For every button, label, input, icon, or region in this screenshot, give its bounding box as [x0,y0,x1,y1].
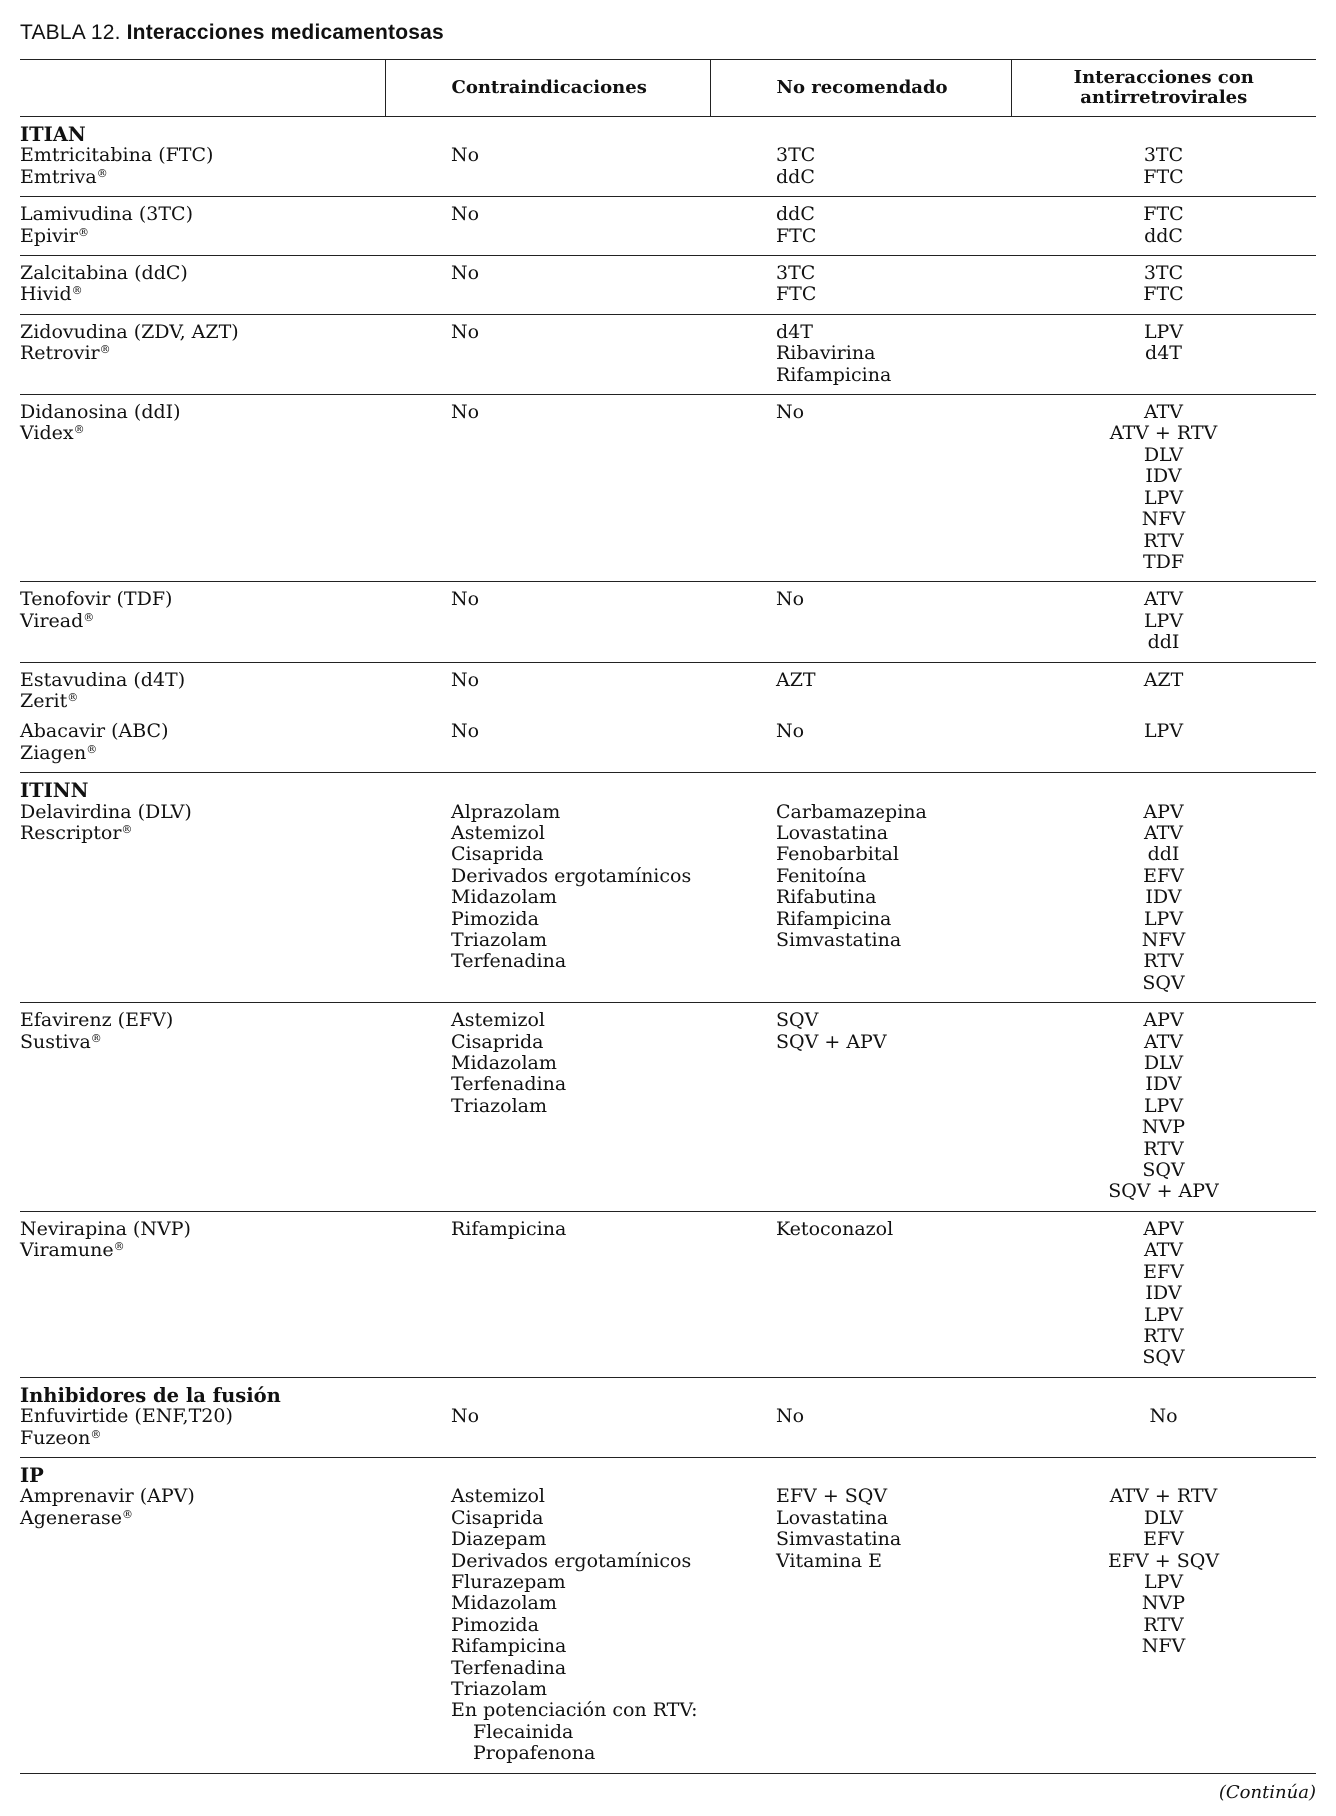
drug-cell [20,1003,385,1212]
brand-line [20,1240,385,1261]
contraindication-item: Pimozida [451,907,539,930]
interaction-item: TDF [1142,550,1185,573]
contraindication-item: Astemizol [451,1485,545,1508]
not-recommended-cell [710,197,1011,256]
not-recommended-cell [710,1003,1011,1212]
brand-line [20,423,385,444]
not-recommended-item: Ribavirina [776,342,876,365]
interaction-item: RTV [1143,950,1184,973]
table-number: TABLA 12. [20,21,121,44]
not-recommended-item: Rifampicina [776,363,892,386]
interaction-cell [1011,314,1316,394]
interaction-item: RTV [1143,1613,1184,1636]
group-spacer [776,124,1011,145]
not-recommended-cell [710,1211,1011,1377]
not-recommended-item: Carbamazepina [776,800,927,823]
contraindication-item: Triazolam [451,1678,548,1700]
header-interacciones-line2: antirretrovirales [1080,87,1248,108]
drug-name: Amprenavir (APV) [20,1485,195,1508]
interaction-item: ATV [1143,821,1184,844]
table-row [20,773,1316,1003]
registered-mark: ® [99,343,111,357]
not-recommended-cell [710,117,1011,197]
contraindication-item: Midazolam [451,1592,557,1615]
drug-name: Estavudina (d4T) [20,668,186,691]
contraindication-cell [385,1003,710,1212]
not-recommended-item: No [776,720,805,743]
not-recommended-item: Simvastatina [776,1528,902,1551]
not-recommended-cell [710,256,1011,315]
interaction-item: DLV [1143,1052,1184,1075]
header-interacciones [1011,60,1316,117]
contraindication-cell [385,1377,710,1457]
interaction-cell [1011,197,1316,256]
interaction-item: LPV [1143,907,1184,930]
group-name-itinn: ITINN [20,779,89,803]
drug-name: Didanosina (ddI) [20,401,181,424]
drug-name: Nevirapina (NVP) [20,1217,191,1240]
interaction-item: APV [1143,1217,1184,1240]
contraindication-item: No [451,262,480,285]
continues-note: (Continúa) [1218,1782,1316,1803]
table-row [20,256,1316,315]
interaction-item: FTC [1143,283,1184,306]
interaction-item: RTV [1143,1137,1184,1160]
contraindication-cell [385,1211,710,1377]
contraindication-cell [385,662,710,714]
interaction-item: NVP [1141,1592,1186,1615]
interaction-item: APV [1143,800,1184,823]
not-recommended-item: SQV [776,1009,819,1032]
drug-name: Enfuvirtide (ENF,T20) [20,1405,233,1428]
interaction-cell [1011,256,1316,315]
table-row [20,1003,1316,1212]
interaction-item: IDV [1145,1073,1182,1096]
interaction-cell [1011,1003,1316,1212]
not-recommended-item: No [776,1405,805,1428]
drug-cell [20,662,385,714]
not-recommended-item: 3TC [776,144,816,167]
interaction-cell [1011,1457,1316,1773]
interaction-item: LPV [1143,486,1184,509]
interaction-item: LPV [1143,1303,1184,1326]
registered-mark: ® [122,1507,134,1521]
group-spacer [1011,1465,1316,1486]
table-row [20,197,1316,256]
contraindication-item: Terfenadina [451,1073,567,1096]
brand-name: Ziagen [20,741,87,764]
not-recommended-item: FTC [776,224,817,247]
interaction-item: ddC [1144,224,1183,247]
interaction-item: ATV [1143,401,1184,424]
table-row [20,1377,1316,1457]
brand-line [20,1428,385,1449]
not-recommended-item: EFV + SQV [776,1485,888,1508]
contraindication-item: Midazolam [451,886,557,909]
header-drug [20,60,385,117]
contraindication-item: Astemizol [451,821,545,844]
header-interacciones-line1: Interacciones con [1073,67,1254,88]
drug-cell [20,1377,385,1457]
group-name-itian: ITIAN [20,123,86,146]
brand-name: Emtriva [20,165,97,188]
registered-mark: ® [90,1427,102,1441]
drug-name: Zalcitabina (ddC) [20,262,188,285]
group-spacer [776,1385,1011,1406]
brand-name: Viramune [20,1239,114,1262]
group-spacer [451,780,710,801]
not-recommended-cell [710,1457,1011,1773]
registered-mark: ® [113,1240,125,1254]
interaction-item: EFV + SQV [1107,1549,1220,1572]
not-recommended-item: Fenobarbital [776,843,899,866]
contraindication-item: Diazepam [451,1528,547,1551]
drug-name: Tenofovir (TDF) [20,588,173,611]
registered-mark: ® [90,1031,102,1045]
brand-name: Zerit [20,689,68,712]
contraindication-cell [385,395,710,582]
interaction-item: ATV [1143,1030,1184,1053]
interaction-cell [1011,1211,1316,1377]
brand-line [20,343,385,364]
drug-name: Lamivudina (3TC) [20,203,193,226]
contraindication-item: Astemizol [451,1009,545,1032]
group-spacer [451,1385,710,1406]
interaction-item: No [1149,1405,1178,1428]
interaction-item: LPV [1143,1570,1184,1593]
group-name-ip: IP [20,1463,44,1487]
table-body [20,117,1316,1774]
interaction-item: RTV [1143,1324,1184,1347]
table-row [20,1211,1316,1377]
interaction-item: LPV [1143,609,1184,632]
registered-mark: ® [67,690,79,704]
group-spacer [451,1465,710,1486]
brand-name: Hivid [20,283,72,306]
not-recommended-item: Rifabutina [776,886,877,909]
interactions-table [20,59,1316,1774]
contraindication-cell [385,582,710,662]
interaction-item: ddI [1147,843,1180,866]
interaction-item: ATV + RTV [1109,422,1218,445]
group-spacer [776,1465,1011,1486]
contraindication-item: Terfenadina [451,950,567,973]
contraindication-item: No [451,401,480,424]
interaction-item: AZT [1143,668,1184,691]
not-recommended-item: FTC [776,283,817,306]
interaction-item: SQV [1142,1346,1185,1369]
contraindication-item: Triazolam [451,1094,548,1117]
interaction-item: ATV [1143,1239,1184,1262]
interaction-cell [1011,714,1316,772]
contraindication-cell [385,314,710,394]
not-recommended-item: 3TC [776,262,816,285]
not-recommended-item: Vitamina E [776,1549,882,1572]
contraindication-item: No [451,668,480,691]
interaction-item: LPV [1143,720,1184,743]
interaction-item: RTV [1143,529,1184,552]
group-spacer [776,780,1011,801]
header-contraindicaciones: Contraindicaciones [385,60,710,117]
interaction-item: EFV [1143,1260,1184,1283]
registered-mark: ® [78,225,90,239]
table-row [20,582,1316,662]
not-recommended-item: d4T [776,320,813,343]
not-recommended-item: Fenitoína [776,864,867,887]
not-recommended-item: No [776,401,805,424]
table-row [20,314,1316,394]
contraindication-item: No [451,320,480,343]
group-spacer [1011,124,1316,145]
contraindication-cell [385,256,710,315]
not-recommended-cell [710,662,1011,714]
group-name-inhibidores-de-la-fusion: Inhibidores de la fusión [20,1383,281,1407]
brand-name: Viread [20,609,84,632]
contraindication-cell [385,714,710,772]
brand-line [20,284,385,305]
brand-name: Fuzeon [20,1426,91,1449]
interaction-item: EFV [1143,864,1184,887]
contraindication-item: Derivados ergotamínicos [451,1549,692,1572]
registered-mark: ® [86,742,98,756]
drug-name: Zidovudina (ZDV, AZT) [20,320,239,343]
interaction-item: ddI [1147,631,1180,654]
brand-line [20,611,385,632]
brand-line [20,1508,385,1529]
interaction-item: EFV [1143,1528,1184,1551]
header-no-recomendado: No recomendado [710,60,1011,117]
interaction-cell [1011,117,1316,197]
interaction-item: ATV + RTV [1109,1485,1218,1508]
table-row [20,1457,1316,1773]
drug-name: Delavirdina (DLV) [20,800,192,823]
contraindication-item: Terfenadina [451,1656,567,1679]
registered-mark: ® [83,610,95,624]
interaction-item: SQV [1142,971,1185,994]
interaction-item: DLV [1143,443,1184,466]
contraindication-item: Pimozida [451,1613,539,1636]
not-recommended-item: Rifampicina [776,907,892,930]
contraindication-item: Alprazolam [451,800,561,823]
drug-cell [20,197,385,256]
page [20,18,1316,1774]
interaction-item: SQV [1142,1159,1185,1182]
drug-name: Efavirenz (EFV) [20,1009,174,1032]
interaction-item: LPV [1143,320,1184,343]
drug-cell [20,314,385,394]
registered-mark: ® [71,284,83,298]
contraindication-item: Cisaprida [451,843,544,866]
table-row [20,117,1316,197]
interaction-item: SQV + APV [1108,1180,1219,1203]
not-recommended-item: SQV + APV [776,1030,887,1053]
contraindication-item: No [451,1405,480,1428]
drug-cell [20,582,385,662]
contraindication-item: En potenciación con RTV: [451,1699,698,1722]
not-recommended-item: AZT [776,668,816,691]
interaction-item: FTC [1143,203,1184,226]
not-recommended-cell [710,314,1011,394]
drug-cell [20,256,385,315]
brand-name: Retrovir [20,342,100,365]
interaction-item: IDV [1145,465,1182,488]
contraindication-item: No [451,144,480,167]
drug-cell [20,773,385,1003]
interaction-cell [1011,395,1316,582]
interaction-item: DLV [1143,1506,1184,1529]
contraindication-cell [385,1457,710,1773]
interaction-item: IDV [1145,886,1182,909]
contraindication-item: Cisaprida [451,1506,544,1529]
not-recommended-item: Simvastatina [776,929,902,951]
interaction-item: 3TC [1143,144,1184,167]
drug-cell [20,1211,385,1377]
contraindication-item: Rifampicina [451,1217,567,1240]
brand-line [20,743,385,764]
contraindication-cell [385,117,710,197]
brand-line [20,823,385,844]
not-recommended-cell [710,582,1011,662]
table-row [20,395,1316,582]
brand-name: Sustiva [20,1030,91,1053]
contraindication-item: No [451,720,480,743]
drug-name: Emtricitabina (FTC) [20,144,214,167]
brand-name: Epivir [20,224,79,247]
interaction-item: LPV [1143,1094,1184,1117]
group-spacer [451,124,710,145]
interaction-item: NFV [1141,929,1186,951]
table-row [20,662,1316,714]
interaction-item: IDV [1145,1282,1182,1305]
contraindication-subitem: Propafenona [473,1742,596,1765]
interaction-cell [1011,773,1316,1003]
interaction-item: 3TC [1143,262,1184,285]
contraindication-cell [385,773,710,1003]
not-recommended-cell [710,1377,1011,1457]
contraindication-item: Rifampicina [451,1635,567,1658]
drug-cell [20,117,385,197]
not-recommended-item: ddC [776,203,815,226]
group-spacer [1011,1385,1316,1406]
brand-line [20,691,385,712]
interaction-item: ATV [1143,588,1184,611]
interaction-cell [1011,1377,1316,1457]
brand-name: Rescriptor [20,821,122,844]
interaction-item: FTC [1143,165,1184,188]
interaction-item: NFV [1141,508,1186,531]
registered-mark: ® [73,423,85,437]
contraindication-item: Cisaprida [451,1030,544,1053]
interaction-cell [1011,662,1316,714]
not-recommended-cell [710,395,1011,582]
not-recommended-cell [710,773,1011,1003]
contraindication-item: Triazolam [451,929,548,951]
brand-line [20,167,385,188]
group-spacer [1011,780,1316,801]
contraindication-subitem: Flecainida [473,1720,574,1743]
contraindication-item: Derivados ergotamínicos [451,864,692,887]
interaction-item: d4T [1145,342,1182,365]
not-recommended-item: Lovastatina [776,1506,889,1529]
contraindication-item: Midazolam [451,1052,557,1075]
interaction-item: NFV [1141,1635,1186,1658]
interaction-item: APV [1143,1009,1184,1032]
brand-name: Agenerase [20,1506,123,1529]
not-recommended-item: No [776,588,805,611]
table-row [20,714,1316,772]
not-recommended-item: ddC [776,165,815,188]
brand-line [20,1032,385,1053]
interaction-cell [1011,582,1316,662]
contraindication-item: Flurazepam [451,1570,566,1593]
not-recommended-item: Lovastatina [776,821,889,844]
brand-name: Videx [20,422,74,445]
header-row [20,60,1316,117]
not-recommended-item: Ketoconazol [776,1217,894,1240]
table-caption: Interacciones medicamentosas [126,21,444,44]
brand-line [20,226,385,247]
contraindication-item: No [451,588,480,611]
table-title [20,18,1316,48]
interaction-item: NVP [1141,1116,1186,1139]
contraindication-item: No [451,203,480,226]
drug-cell [20,714,385,772]
registered-mark: ® [121,822,133,836]
not-recommended-cell [710,714,1011,772]
registered-mark: ® [96,166,108,180]
drug-cell [20,1457,385,1773]
drug-cell [20,395,385,582]
drug-name: Abacavir (ABC) [20,720,169,743]
contraindication-cell [385,197,710,256]
